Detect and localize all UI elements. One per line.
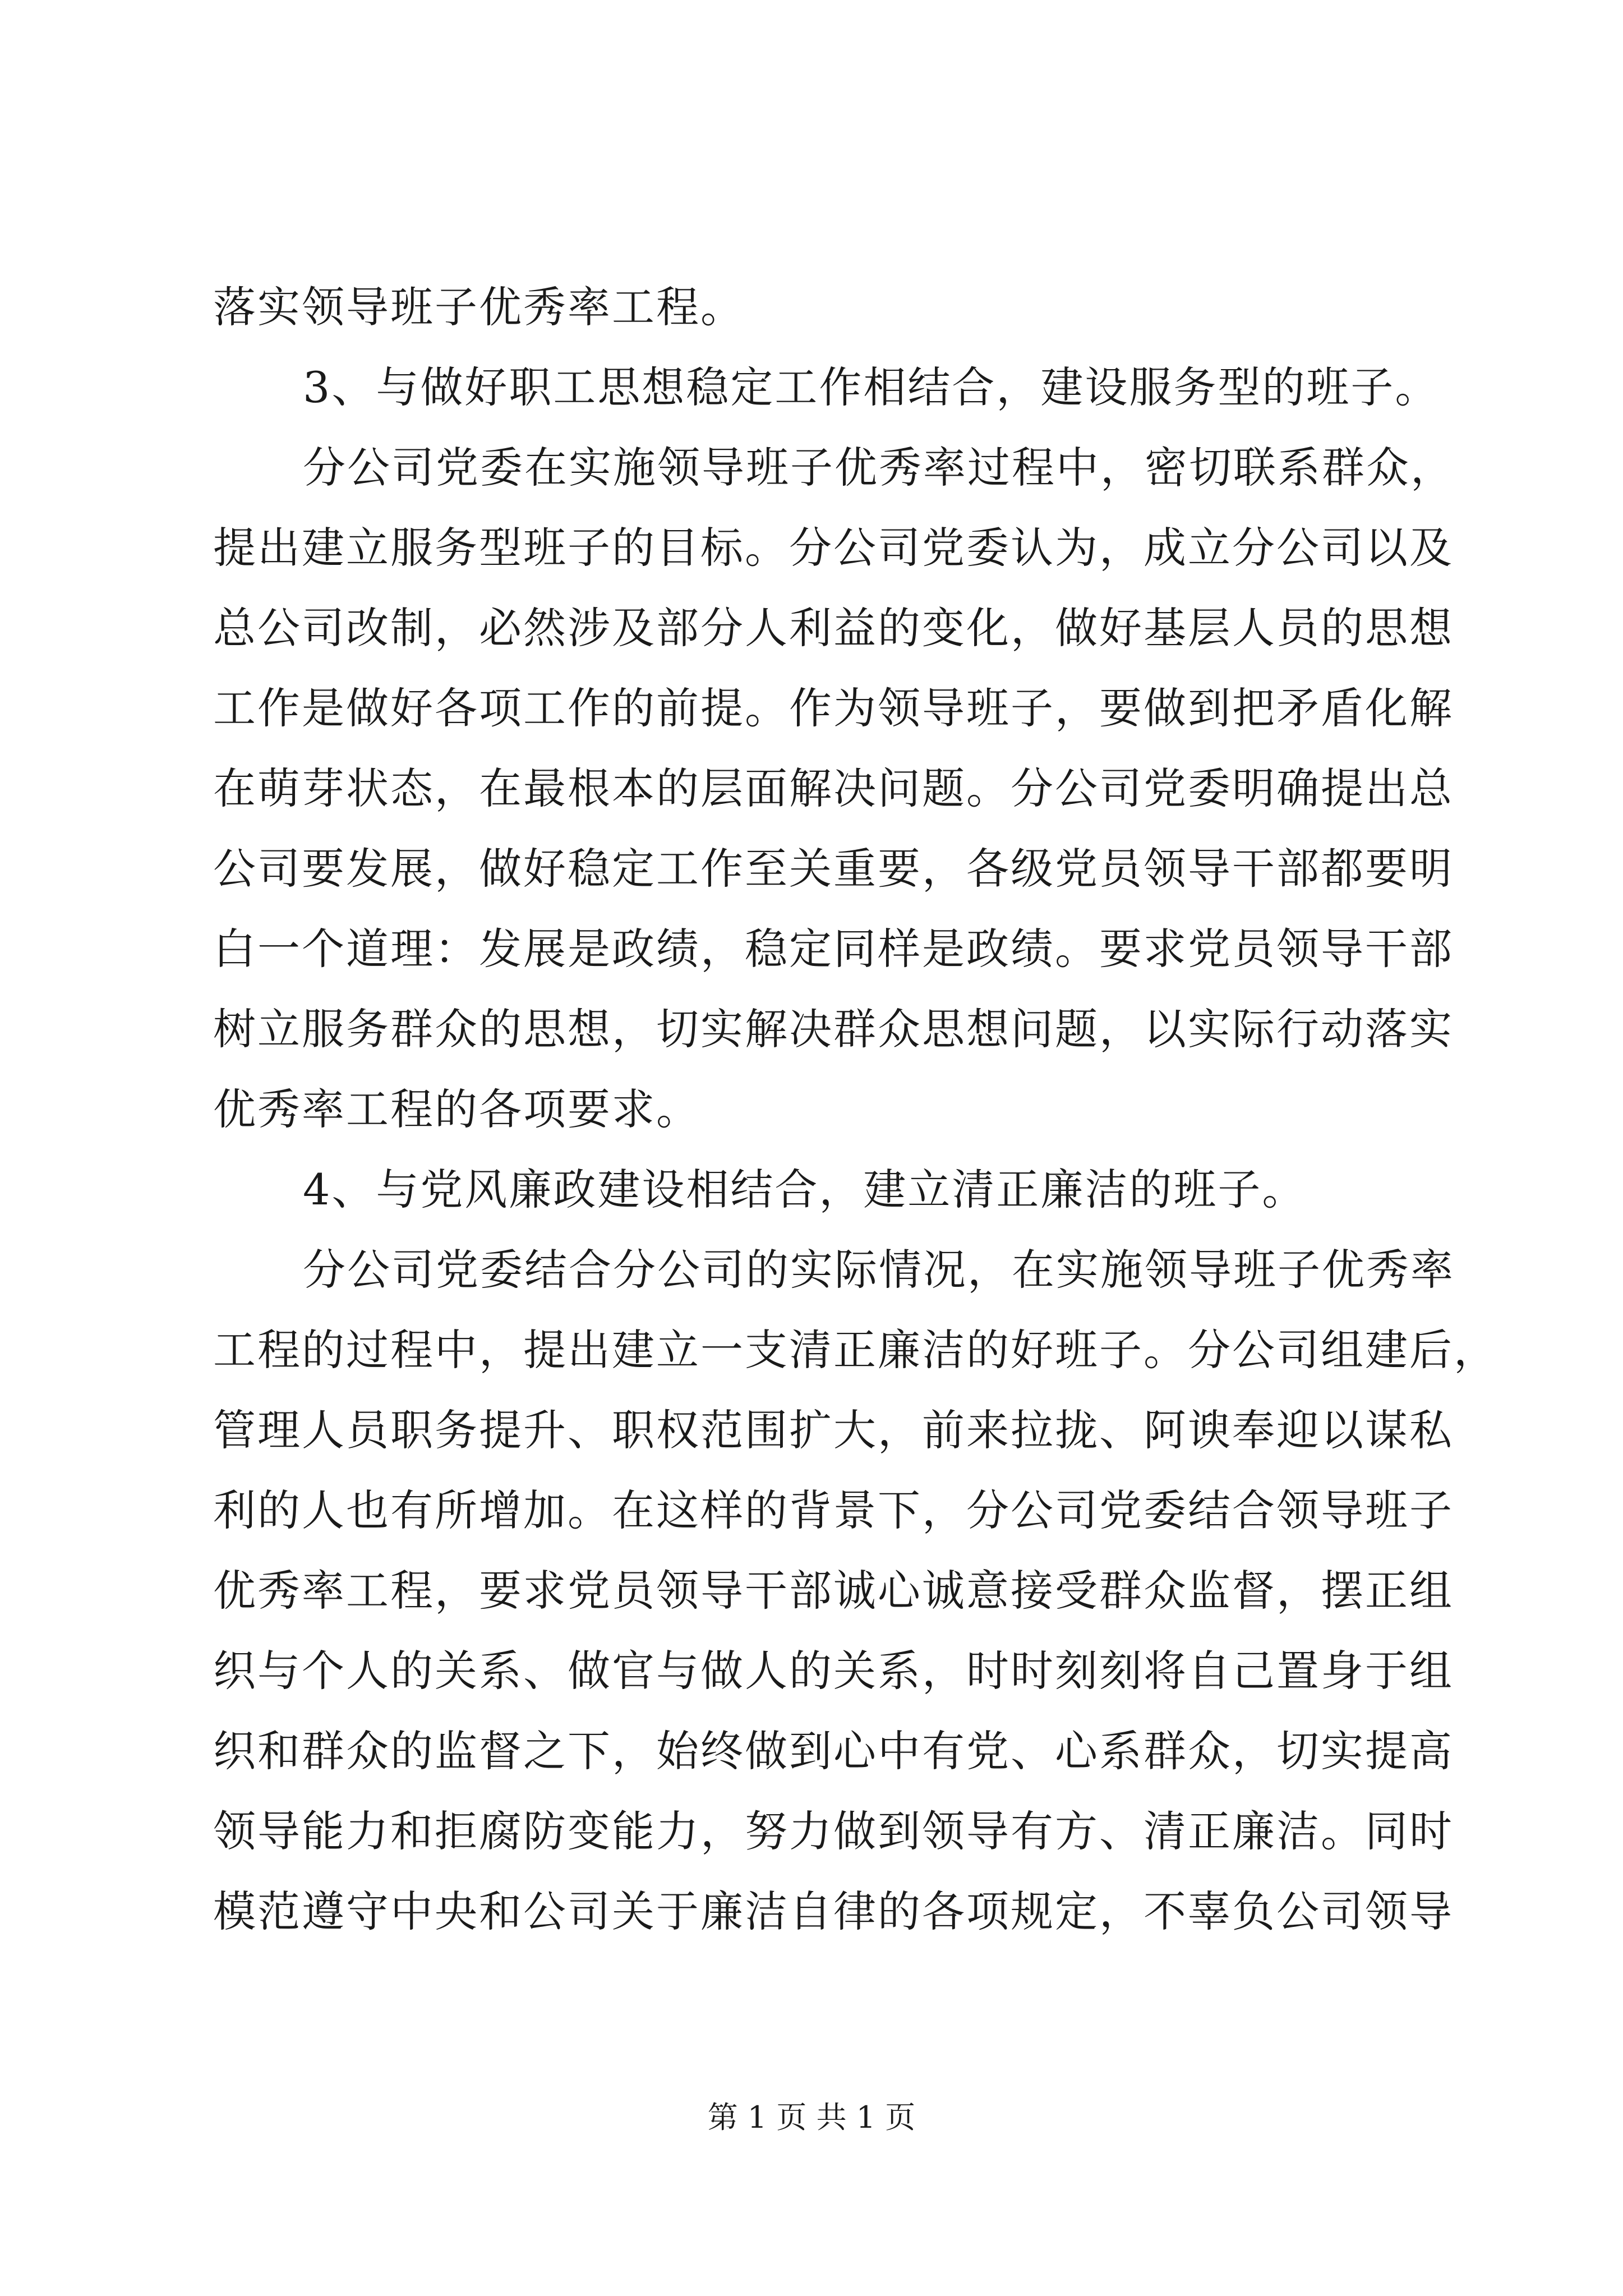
text-line: 落实领导班子优秀率工程。 — [213, 282, 745, 332]
text-line: 白一个道理：发展是政绩，稳定同样是政绩。要求党员领导干部 — [213, 924, 1454, 974]
text-line: 工程的过程中，提出建立一支清正廉洁的好班子。分公司组建后， — [213, 1325, 1498, 1375]
text-line: 模范遵守中央和公司关于廉洁自律的各项规定，不辜负公司领导 — [213, 1887, 1454, 1936]
section-heading-3: 3、与做好职工思想稳定工作相结合，建设服务型的班子。 — [303, 362, 1440, 412]
text-line: 分公司党委结合分公司的实际情况，在实施领导班子优秀率 — [303, 1245, 1455, 1295]
text-line: 利的人也有所增加。在这样的背景下，分公司党委结合领导班子 — [213, 1485, 1454, 1535]
text-line: 提出建立服务型班子的目标。分公司党委认为，成立分公司以及 — [213, 523, 1454, 573]
section-heading-4: 4、与党风廉政建设相结合，建立清正廉洁的班子。 — [303, 1165, 1307, 1214]
text-line: 在萌芽状态，在最根本的层面解决问题。分公司党委明确提出总 — [213, 763, 1454, 813]
text-line: 树立服务群众的思想，切实解决群众思想问题，以实际行动落实 — [213, 1004, 1454, 1054]
document-body — [213, 267, 1498, 1952]
text-line: 管理人员职务提升、职权范围扩大，前来拉拢、阿谀奉迎以谋私 — [213, 1405, 1454, 1455]
text-line: 优秀率工程的各项要求。 — [213, 1084, 700, 1134]
text-line: 总公司改制，必然涉及部分人利益的变化，做好基层人员的思想 — [213, 603, 1454, 653]
text-line: 织与个人的关系、做官与做人的关系，时时刻刻将自己置身于组 — [213, 1646, 1454, 1696]
text-line: 织和群众的监督之下，始终做到心中有党、心系群众，切实提高 — [213, 1726, 1454, 1776]
page-number-footer: 第 1 页 共 1 页 — [707, 2100, 916, 2135]
text-line: 优秀率工程，要求党员领导干部诚心诚意接受群众监督，摆正组 — [213, 1566, 1454, 1616]
text-line: 工作是做好各项工作的前提。作为领导班子，要做到把矛盾化解 — [213, 683, 1454, 733]
text-line: 公司要发展，做好稳定工作至关重要，各级党员领导干部都要明 — [213, 844, 1454, 894]
text-line: 领导能力和拒腐防变能力，努力做到领导有方、清正廉洁。同时 — [213, 1806, 1454, 1856]
text-line: 分公司党委在实施领导班子优秀率过程中，密切联系群众， — [303, 443, 1455, 493]
